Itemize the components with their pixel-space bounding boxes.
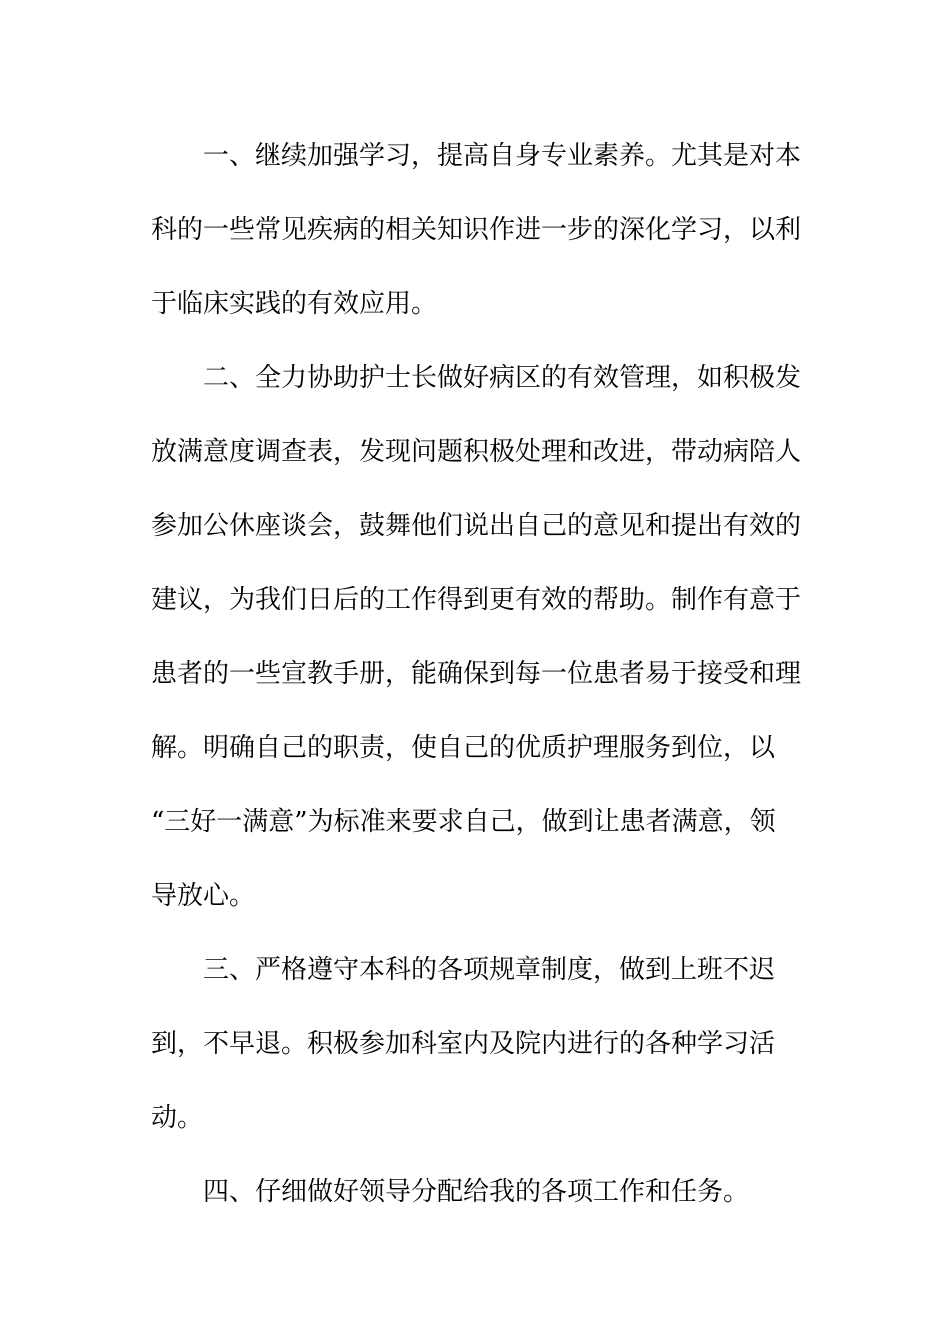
paragraph-2-line-7: “三好一满意”为标准来要求自己，做到让患者满意，领 [151, 807, 776, 837]
paragraph-3-line-2: 到，不早退。积极参加科室内及院内进行的各种学习活 [151, 1029, 776, 1059]
paragraph-2-line-8: 导放心。 [151, 881, 256, 911]
paragraph-2-line-1: 二、全力协助护士长做好病区的有效管理，如积极发 [203, 363, 801, 393]
paragraph-1-line-3: 于临床实践的有效应用。 [151, 289, 438, 319]
paragraph-2-line-3: 参加公休座谈会，鼓舞他们说出自己的意见和提出有效的 [151, 511, 801, 541]
paragraph-2-line-5: 患者的一些宣教手册，能确保到每一位患者易于接受和理 [151, 659, 801, 689]
paragraph-1-line-2: 科的一些常见疾病的相关知识作进一步的深化学习，以利 [151, 215, 801, 245]
paragraph-4-line-1: 四、仔细做好领导分配给我的各项工作和任务。 [203, 1177, 750, 1207]
paragraph-3-line-1: 三、严格遵守本科的各项规章制度，做到上班不迟 [203, 955, 776, 985]
paragraph-2-line-6: 解。明确自己的职责，使自己的优质护理服务到位，以 [151, 733, 776, 763]
paragraph-2-line-4: 建议，为我们日后的工作得到更有效的帮助。制作有意于 [151, 585, 801, 615]
paragraph-2-line-2: 放满意度调查表，发现问题积极处理和改进，带动病陪人 [151, 437, 801, 467]
paragraph-3-line-3: 动。 [151, 1103, 204, 1133]
paragraph-1-line-1: 一、继续加强学习，提高自身专业素养。尤其是对本 [203, 141, 801, 171]
